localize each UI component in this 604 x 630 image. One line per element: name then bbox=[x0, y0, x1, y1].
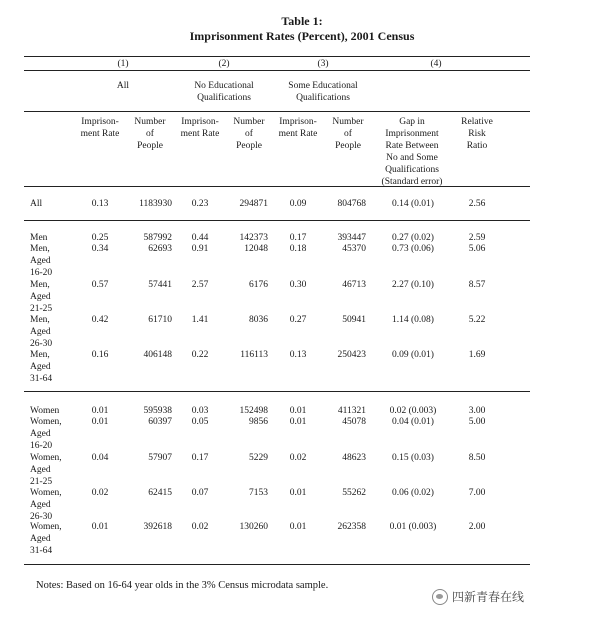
cell-number-people-all: 595938 bbox=[143, 406, 172, 416]
cell-number-people-some-qual: 55262 bbox=[342, 488, 366, 498]
cell-relative-risk-ratio: 2.56 bbox=[468, 199, 486, 209]
rule-top bbox=[24, 56, 530, 57]
row-label: Men bbox=[30, 233, 48, 243]
chat-bubble-icon bbox=[432, 589, 448, 605]
cell-number-people-all: 587992 bbox=[143, 233, 172, 243]
cell-number-people-no-qual: 116113 bbox=[240, 350, 268, 360]
cell-number-people-all: 406148 bbox=[143, 350, 172, 360]
cell-imprisonment-rate-no-qual: 0.05 bbox=[191, 417, 209, 427]
cell-imprisonment-rate-all: 0.13 bbox=[91, 199, 109, 209]
cell-number-people-no-qual: 5229 bbox=[249, 453, 268, 463]
cell-number-people-no-qual: 142373 bbox=[239, 233, 268, 243]
cell-relative-risk-ratio: 3.00 bbox=[468, 406, 486, 416]
cell-number-people-no-qual: 152498 bbox=[239, 406, 268, 416]
header-imprisonment-rate-some-qual: Imprison- ment Rate bbox=[278, 117, 318, 139]
row-label: Women bbox=[30, 406, 60, 416]
cell-imprisonment-rate-all: 0.16 bbox=[91, 350, 109, 360]
rule-bottom bbox=[24, 564, 530, 565]
cell-imprisonment-rate-all: 0.04 bbox=[91, 453, 109, 463]
cell-gap: 0.01 (0.003) bbox=[389, 522, 437, 532]
cell-number-people-all: 62693 bbox=[148, 244, 172, 254]
row-label: Women, Aged 31-64 bbox=[30, 522, 62, 556]
row-label: Women, Aged 26-30 bbox=[30, 488, 62, 522]
cell-imprisonment-rate-no-qual: 0.17 bbox=[191, 453, 209, 463]
cell-number-people-some-qual: 804768 bbox=[337, 199, 366, 209]
cell-imprisonment-rate-some-qual: 0.30 bbox=[289, 280, 307, 290]
cell-number-people-no-qual: 6176 bbox=[249, 280, 268, 290]
cell-number-people-some-qual: 411321 bbox=[337, 406, 366, 416]
cell-imprisonment-rate-some-qual: 0.02 bbox=[289, 453, 307, 463]
cell-gap: 0.15 (0.03) bbox=[392, 453, 434, 463]
cell-imprisonment-rate-no-qual: 2.57 bbox=[191, 280, 209, 290]
header-imprisonment-rate-all: Imprison- ment Rate bbox=[80, 117, 120, 139]
cell-number-people-all: 1183930 bbox=[139, 199, 172, 209]
row-label: Men, Aged 16-20 bbox=[30, 244, 53, 278]
cell-relative-risk-ratio: 2.00 bbox=[468, 522, 486, 532]
cell-imprisonment-rate-all: 0.01 bbox=[91, 406, 109, 416]
cell-relative-risk-ratio: 5.00 bbox=[468, 417, 486, 427]
rule-after-men bbox=[24, 391, 530, 392]
cell-imprisonment-rate-no-qual: 0.02 bbox=[191, 522, 209, 532]
group-no-qualifications: No Educational Qualifications bbox=[194, 81, 254, 103]
cell-imprisonment-rate-some-qual: 0.09 bbox=[289, 199, 307, 209]
rule-under-numbers bbox=[24, 70, 530, 71]
cell-gap: 0.73 (0.06) bbox=[392, 244, 434, 254]
cell-imprisonment-rate-some-qual: 0.17 bbox=[289, 233, 307, 243]
cell-number-people-all: 61710 bbox=[148, 315, 172, 325]
header-relative-risk-ratio: Relative Risk Ratio bbox=[461, 117, 493, 151]
cell-imprisonment-rate-some-qual: 0.13 bbox=[289, 350, 307, 360]
row-label: Men, Aged 21-25 bbox=[30, 280, 53, 314]
cell-imprisonment-rate-some-qual: 0.27 bbox=[289, 315, 307, 325]
cell-number-people-some-qual: 45078 bbox=[342, 417, 366, 427]
cell-gap: 0.06 (0.02) bbox=[392, 488, 434, 498]
table-notes: Notes: Based on 16-64 year olds in the 3% Census microdata sample. bbox=[36, 580, 329, 591]
table-title: Table 1: bbox=[281, 14, 323, 28]
cell-number-people-no-qual: 7153 bbox=[249, 488, 268, 498]
cell-number-people-some-qual: 48623 bbox=[342, 453, 366, 463]
cell-imprisonment-rate-no-qual: 0.91 bbox=[191, 244, 209, 254]
cell-number-people-no-qual: 8036 bbox=[249, 315, 268, 325]
cell-imprisonment-rate-all: 0.42 bbox=[91, 315, 109, 325]
cell-number-people-some-qual: 45370 bbox=[342, 244, 366, 254]
cell-imprisonment-rate-some-qual: 0.01 bbox=[289, 488, 307, 498]
rule-under-headers bbox=[24, 186, 530, 187]
cell-imprisonment-rate-some-qual: 0.01 bbox=[289, 417, 307, 427]
cell-gap: 0.02 (0.003) bbox=[389, 406, 437, 416]
cell-number-people-some-qual: 50941 bbox=[342, 315, 366, 325]
cell-imprisonment-rate-some-qual: 0.01 bbox=[289, 406, 307, 416]
cell-relative-risk-ratio: 5.06 bbox=[468, 244, 486, 254]
header-number-people-no-qual: Number of People bbox=[233, 117, 265, 151]
watermark-text: 四新青春在线 bbox=[452, 590, 525, 604]
cell-number-people-no-qual: 9856 bbox=[249, 417, 268, 427]
cell-imprisonment-rate-no-qual: 0.03 bbox=[191, 406, 209, 416]
cell-imprisonment-rate-some-qual: 0.01 bbox=[289, 522, 307, 532]
cell-imprisonment-rate-all: 0.25 bbox=[91, 233, 109, 243]
row-label: Men, Aged 26-30 bbox=[30, 315, 53, 349]
cell-gap: 0.04 (0.01) bbox=[392, 417, 434, 427]
cell-imprisonment-rate-all: 0.01 bbox=[91, 522, 109, 532]
header-number-people-some-qual: Number of People bbox=[332, 117, 364, 151]
cell-imprisonment-rate-some-qual: 0.18 bbox=[289, 244, 307, 254]
row-label: All bbox=[30, 199, 43, 209]
cell-gap: 0.09 (0.01) bbox=[392, 350, 434, 360]
col-number-2: (2) bbox=[218, 59, 230, 69]
rule-under-groups bbox=[24, 111, 530, 112]
cell-number-people-all: 392618 bbox=[143, 522, 172, 532]
header-gap: Gap in Imprisonment Rate Between No and Some Qualifications (Standard error) bbox=[381, 117, 443, 187]
cell-number-people-some-qual: 46713 bbox=[342, 280, 366, 290]
table-subtitle: Imprisonment Rates (Percent), 2001 Census bbox=[189, 29, 415, 43]
cell-number-people-no-qual: 130260 bbox=[239, 522, 268, 532]
cell-gap: 0.14 (0.01) bbox=[392, 199, 434, 209]
cell-imprisonment-rate-no-qual: 0.23 bbox=[191, 199, 209, 209]
cell-relative-risk-ratio: 5.22 bbox=[468, 315, 486, 325]
col-number-3: (3) bbox=[317, 59, 329, 69]
group-some-qualifications: Some Educational Qualifications bbox=[288, 81, 358, 103]
cell-imprisonment-rate-no-qual: 0.44 bbox=[191, 233, 209, 243]
header-imprisonment-rate-no-qual: Imprison- ment Rate bbox=[180, 117, 220, 139]
cell-number-people-some-qual: 262358 bbox=[337, 522, 366, 532]
row-label: Men, Aged 31-64 bbox=[30, 350, 53, 384]
cell-relative-risk-ratio: 8.57 bbox=[468, 280, 486, 290]
col-number-1: (1) bbox=[117, 59, 129, 69]
cell-imprisonment-rate-all: 0.57 bbox=[91, 280, 109, 290]
row-label: Women, Aged 21-25 bbox=[30, 453, 62, 487]
cell-imprisonment-rate-no-qual: 1.41 bbox=[191, 315, 209, 325]
rule-after-all bbox=[24, 220, 530, 221]
cell-number-people-some-qual: 250423 bbox=[337, 350, 366, 360]
cell-relative-risk-ratio: 1.69 bbox=[468, 350, 486, 360]
cell-imprisonment-rate-all: 0.01 bbox=[91, 417, 109, 427]
cell-gap: 0.27 (0.02) bbox=[392, 233, 434, 243]
cell-number-people-some-qual: 393447 bbox=[337, 233, 366, 243]
row-label: Women, Aged 16-20 bbox=[30, 417, 62, 451]
col-number-4: (4) bbox=[430, 59, 442, 69]
cell-gap: 2.27 (0.10) bbox=[392, 280, 434, 290]
cell-imprisonment-rate-no-qual: 0.22 bbox=[191, 350, 209, 360]
group-all: All bbox=[116, 81, 130, 91]
cell-number-people-no-qual: 12048 bbox=[244, 244, 268, 254]
cell-relative-risk-ratio: 2.59 bbox=[468, 233, 486, 243]
watermark bbox=[432, 588, 524, 605]
header-number-people-all: Number of People bbox=[134, 117, 166, 151]
cell-imprisonment-rate-no-qual: 0.07 bbox=[191, 488, 209, 498]
cell-relative-risk-ratio: 8.50 bbox=[468, 453, 486, 463]
cell-number-people-all: 57907 bbox=[148, 453, 172, 463]
cell-relative-risk-ratio: 7.00 bbox=[468, 488, 486, 498]
cell-imprisonment-rate-all: 0.02 bbox=[91, 488, 109, 498]
cell-gap: 1.14 (0.08) bbox=[392, 315, 434, 325]
cell-number-people-all: 60397 bbox=[148, 417, 172, 427]
cell-imprisonment-rate-all: 0.34 bbox=[91, 244, 109, 254]
cell-number-people-all: 57441 bbox=[148, 280, 172, 290]
cell-number-people-all: 62415 bbox=[148, 488, 172, 498]
cell-number-people-no-qual: 294871 bbox=[239, 199, 268, 209]
